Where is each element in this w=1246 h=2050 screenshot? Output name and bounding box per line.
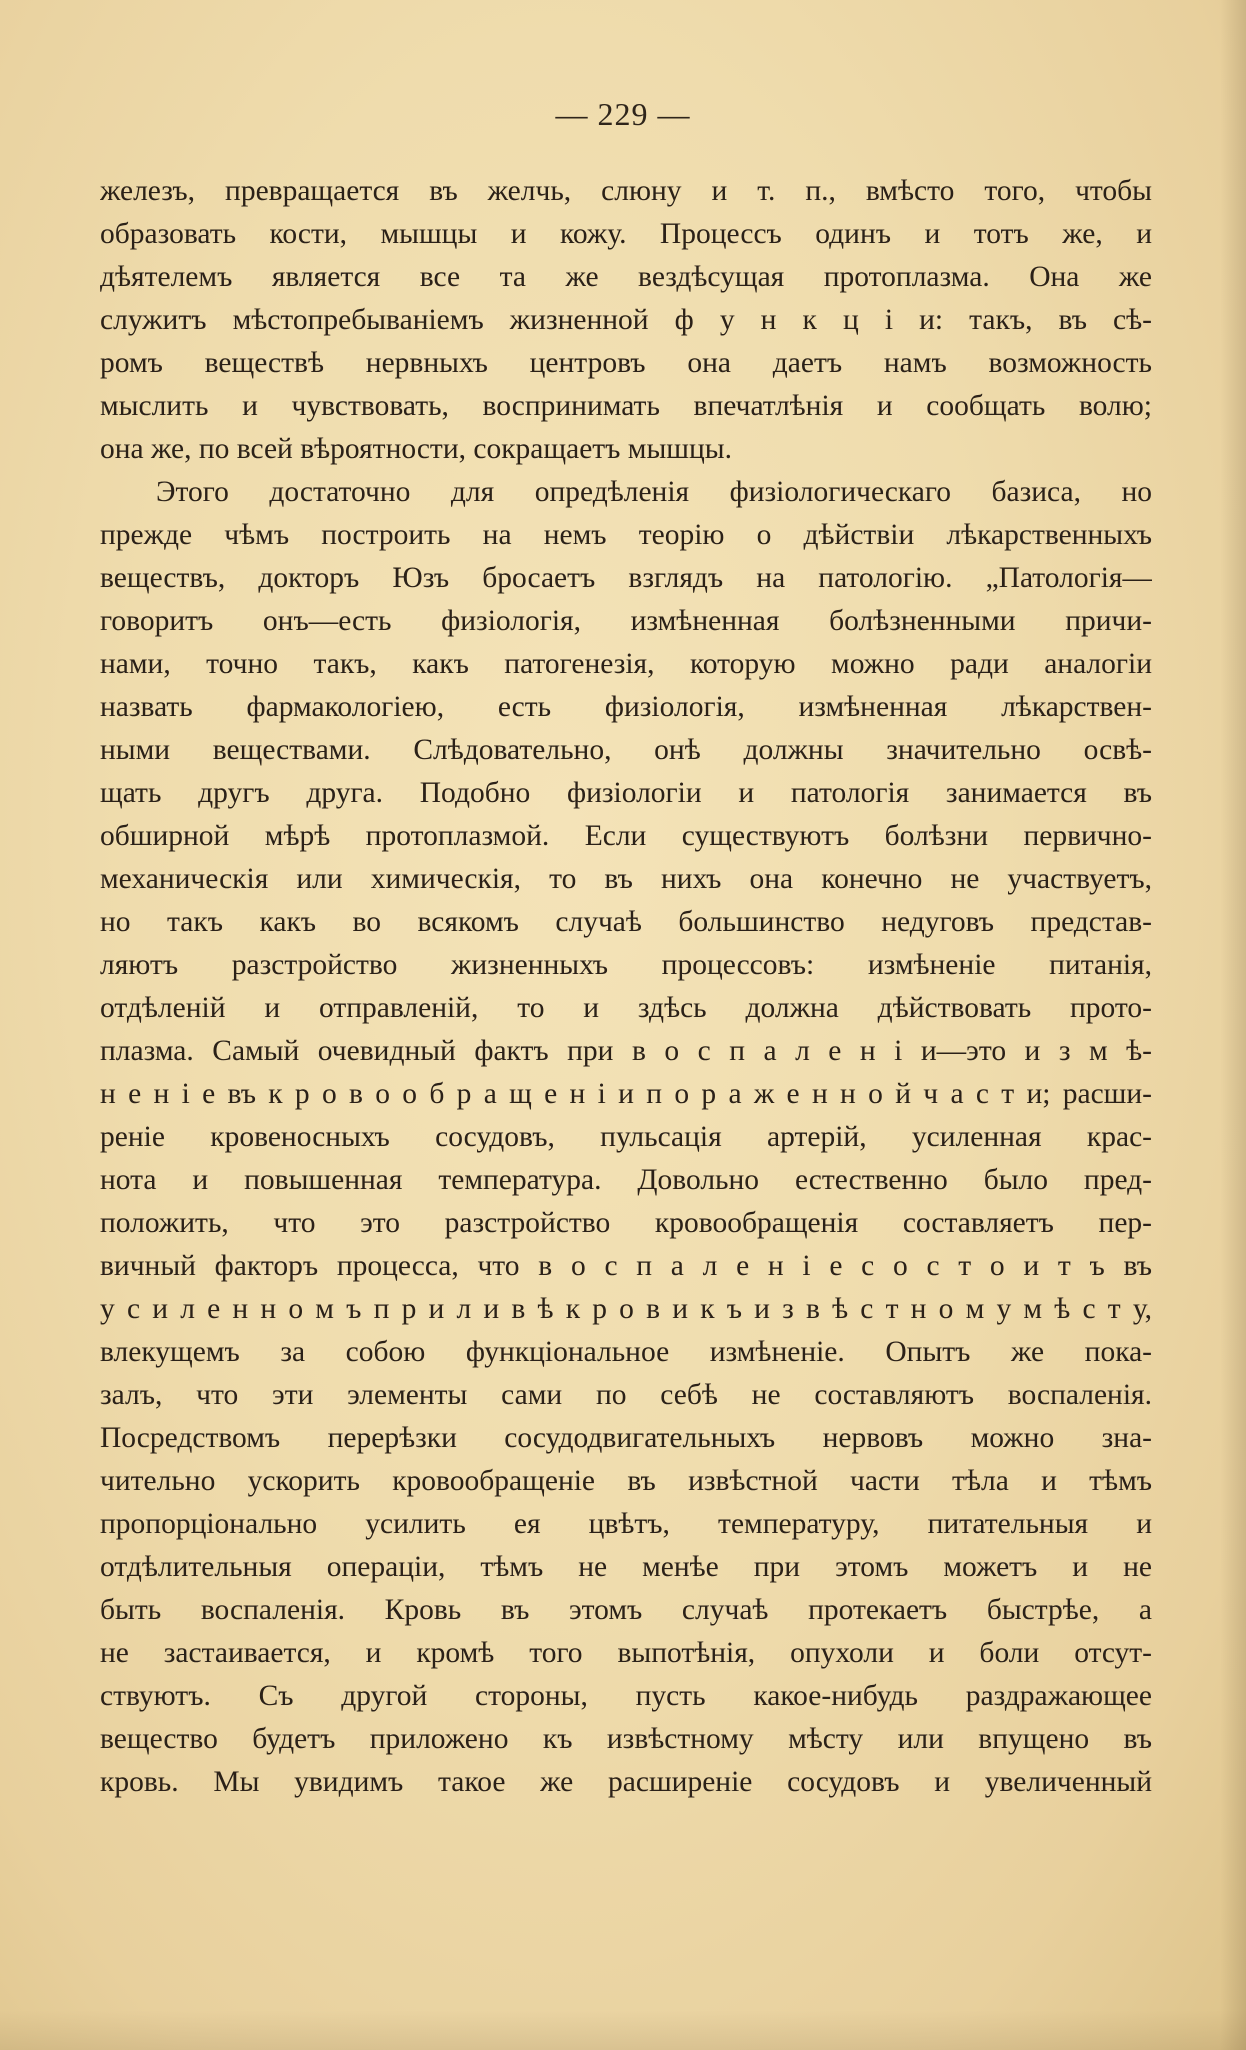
text-line: влекущемъ за собою функціональное измѣненіе. Опытъ же пока- bbox=[100, 1336, 1152, 1368]
text-line: не застаивается, и кромѣ того выпотѣнія, опухоли и боли отсут- bbox=[100, 1637, 1152, 1669]
page-edge-shadow bbox=[1220, 0, 1246, 2050]
text-line: Посредствомъ перерѣзки сосудодвигательныхъ нервовъ можно зна- bbox=[100, 1422, 1152, 1454]
text-line: ромъ веществѣ нервныхъ центровъ она даетъ намъ возможность bbox=[100, 347, 1152, 379]
text-line: веществъ, докторъ Юзъ бросаетъ взглядъ на патологію. „Патологія— bbox=[100, 562, 1152, 594]
text-line: щать другъ друга. Подобно физіологіи и патологія занимается въ bbox=[100, 777, 1152, 809]
text-line: говоритъ онъ—есть физіологія, измѣненная болѣзненными причи- bbox=[100, 605, 1152, 637]
text-line: прежде чѣмъ построить на немъ теорію о дѣйствіи лѣкарственныхъ bbox=[100, 519, 1152, 551]
text-line: механическія или химическія, то въ нихъ она конечно не участвуетъ, bbox=[100, 863, 1152, 895]
text-line: кровь. Мы увидимъ такое же расширеніе сосудовъ и увеличенный bbox=[100, 1766, 1152, 1798]
page-number: — 229 — bbox=[555, 96, 691, 132]
text-line: дѣятелемъ является все та же вездѣсущая протоплазма. Она же bbox=[100, 261, 1152, 293]
text-line: реніе кровеносныхъ сосудовъ, пульсація артерій, усиленная крас- bbox=[100, 1121, 1152, 1153]
text-line: она же, по всей вѣроятности, сокращаетъ мышцы. bbox=[100, 433, 732, 465]
text-line: вещество будетъ приложено къ извѣстному мѣсту или впущено въ bbox=[100, 1723, 1152, 1755]
page-bottom-shade bbox=[0, 2010, 1246, 2050]
text-line: ляютъ разстройство жизненныхъ процессовъ: измѣненіе питанія, bbox=[100, 949, 1152, 981]
text-line: обширной мѣрѣ протоплазмой. Если существуютъ болѣзни первично- bbox=[100, 820, 1152, 852]
text-line: отдѣлительныя операціи, тѣмъ не менѣе при этомъ можетъ и не bbox=[100, 1551, 1152, 1583]
text-line: у с и л е н н о м ъ п р и л и в ѣ к р о в и к ъ и з в ѣ с т н о м у м ѣ с т у, bbox=[100, 1293, 1152, 1325]
text-line: залъ, что эти элементы сами по себѣ не составляютъ воспаленія. bbox=[100, 1379, 1152, 1411]
text-line: вичный факторъ процесса, что в о с п а л е н і е с о с т о и т ъ въ bbox=[100, 1250, 1152, 1282]
text-line: ствуютъ. Съ другой стороны, пусть какое-нибудь раздражающее bbox=[100, 1680, 1152, 1712]
text-line: назвать фармакологіею, есть физіологія, измѣненная лѣкарствен- bbox=[100, 691, 1152, 723]
text-line: Этого достаточно для опредѣленія физіологическаго базиса, но bbox=[156, 476, 1152, 508]
text-line: ными веществами. Слѣдовательно, онѣ должны значительно освѣ- bbox=[100, 734, 1152, 766]
text-line: нота и повышенная температура. Довольно естественно было пред- bbox=[100, 1164, 1152, 1196]
text-line: плазма. Самый очевидный фактъ при в о с п а л е н і и—это и з м ѣ- bbox=[100, 1035, 1152, 1067]
body-text bbox=[100, 170, 1152, 1804]
text-line: служитъ мѣстопребываніемъ жизненной ф у н к ц і и: такъ, въ сѣ- bbox=[100, 304, 1152, 336]
text-line: мыслить и чувствовать, воспринимать впечатлѣнія и сообщать волю; bbox=[100, 390, 1152, 422]
text-line: образовать кости, мышцы и кожу. Процессъ одинъ и тотъ же, и bbox=[100, 218, 1152, 250]
text-line: но такъ какъ во всякомъ случаѣ большинство недуговъ представ- bbox=[100, 906, 1152, 938]
text-line: отдѣленій и отправленій, то и здѣсь должна дѣйствовать прото- bbox=[100, 992, 1152, 1024]
text-line: нами, точно такъ, какъ патогенезія, которую можно ради аналогіи bbox=[100, 648, 1152, 680]
text-line: н е н і е въ к р о в о о б р а щ е н і и п о р а ж е н н о й ч а с т и; расши- bbox=[100, 1078, 1152, 1110]
text-line: железъ, превращается въ желчь, слюну и т. п., вмѣсто того, чтобы bbox=[100, 175, 1152, 207]
text-line: положить, что это разстройство кровообращенія составляетъ пер- bbox=[100, 1207, 1152, 1239]
text-line: чительно ускорить кровообращеніе въ извѣстной части тѣла и тѣмъ bbox=[100, 1465, 1152, 1497]
text-line: быть воспаленія. Кровь въ этомъ случаѣ протекаетъ быстрѣе, а bbox=[100, 1594, 1152, 1626]
text-line: пропорціонально усилить ея цвѣтъ, температуру, питательныя и bbox=[100, 1508, 1152, 1540]
